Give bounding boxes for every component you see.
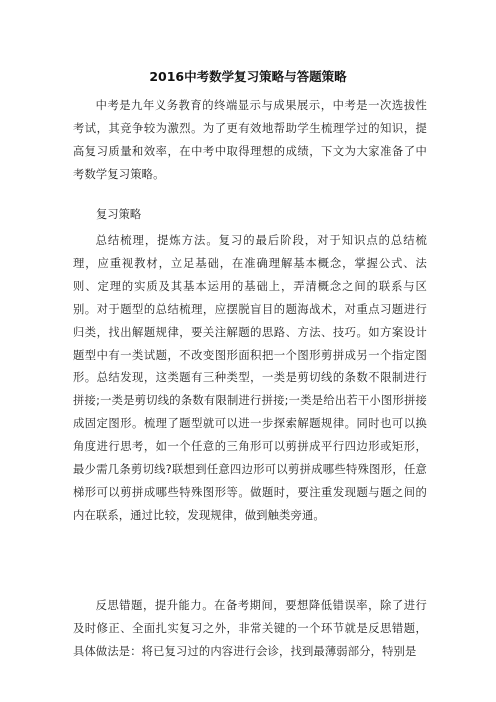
error-review-paragraph: 反思错题，提升能力。在备考期间，要想降低错误率，除了进行及时修正、全面扎实复习之外，非常关键的一个环节就是反思错题，具体做法是：将已复习过的内容进行会诊，找到最薄弱部分，特别是: [73, 599, 427, 658]
document-title: 2016中考数学复习策略与答题策略: [149, 69, 347, 84]
intro-paragraph: 中考是九年义务教育的终端显示与成果展示，中考是一次选拔性考试，其竞争较为激烈。为了更有效地帮助学生梳理学过的知识，提高复习质量和效率，在中考中取得理想的成绩，下文为大家准备了中考数学复习策略。: [73, 99, 427, 181]
summary-paragraph: 总结梳理，提炼方法。复习的最后阶段，对于知识点的总结梳理，应重视教材，立足基础，在准确理解基本概念，掌握公式、法则、定理的实质及其基本运用的基础上，弄清概念之间的联系与区别。对于题型的总结梳理，应摆脱盲目的题海战术，对重点习题进行归类，找出解题规律，要关注解题的思路、方法、技巧。如方案设计题型中有一类试题，不改变图形面积把一个图形剪拼成另一个指定图形。总结发现，这类题有三种类型，一类是剪切线的条数不限制进行拼接;一类是剪切线的条数有限制进行拼接;一类是给出若干小图形拼接成固定图形。梳理了题型就可以进一步探索解题规律。同时也可以换角度进行思考，如一个任意的三角形可以剪拼成平行四边形或矩形，最少需几条剪切线?联想到任意四边形可以剪拼成哪些特殊图形，任意梯形可以剪拼成哪些特殊图形等。做题时，要注重发现题与题之间的内在联系，通过比较，发现规律，做到触类旁通。: [73, 234, 427, 522]
section-heading: 复习策略: [96, 208, 142, 221]
